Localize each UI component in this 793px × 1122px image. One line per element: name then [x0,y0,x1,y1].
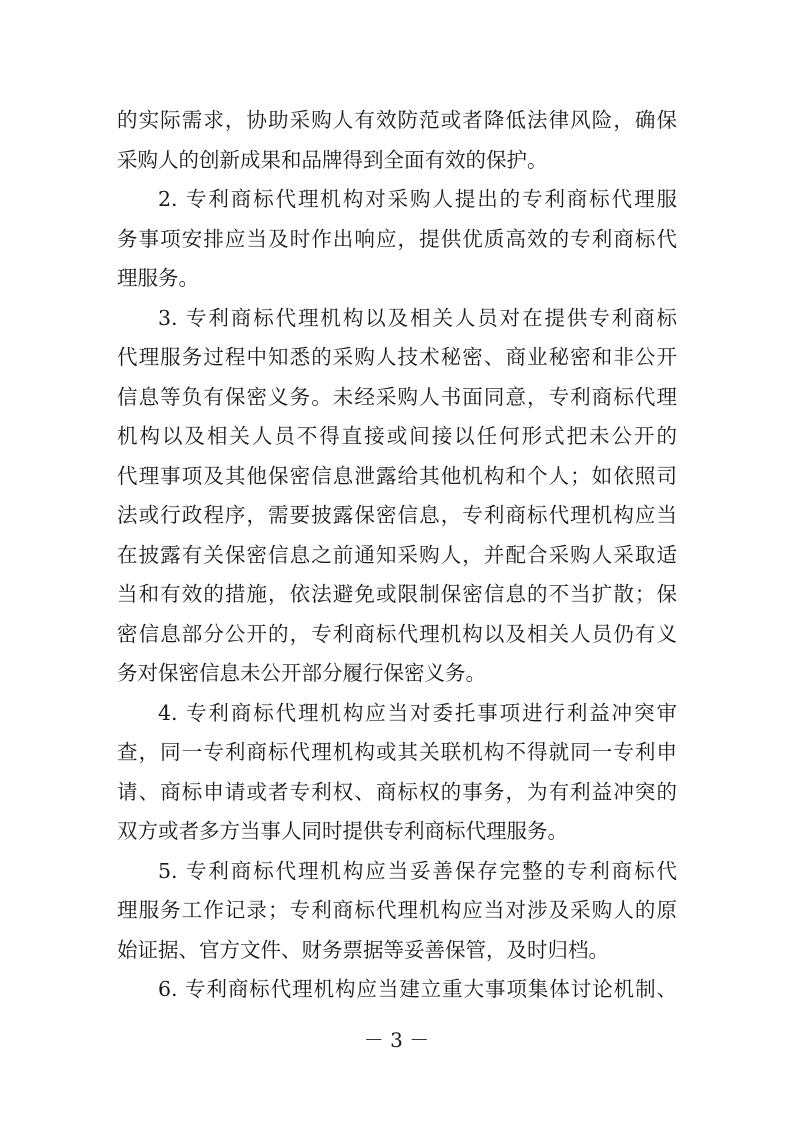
text-line: 请、商标申请或者专利权、商标权的事务，为有利益冲突的 [117,779,677,804]
text-line: 在披露有关保密信息之前通知采购人，并配合采购人采取适 [117,542,677,567]
text-line: 理服务。 [117,266,199,290]
text-line: 信息等负有保密义务。未经采购人书面同意，专利商标代理 [117,384,677,409]
text-line: 的实际需求，协助采购人有效防范或者降低法律风险，确保 [117,108,677,132]
page-number: － 3 － [363,1028,430,1052]
text-line: 2. 专利商标代理机构对采购人提出的专利商标代理服 [158,187,677,211]
paragraph-continuation [117,101,677,180]
text-line: 采购人的创新成果和品牌得到全面有效的保护。 [117,147,548,172]
text-line: 5. 专利商标代理机构应当妥善保存完整的专利商标代 [158,858,677,883]
text-line: 机构以及相关人员不得直接或间接以任何形式把未公开的 [117,424,677,448]
paragraph-item-6 [117,970,677,1010]
text-line: 4. 专利商标代理机构应当对委托事项进行利益冲突审 [158,700,677,725]
text-line: 双方或者多方当事人同时提供专利商标代理服务。 [117,819,568,843]
document-body [117,101,677,1010]
text-line: 代理事项及其他保密信息泄露给其他机构和个人；如依照司 [117,463,677,488]
text-line: 6. 专利商标代理机构应当建立重大事项集体讨论机制、 [158,977,677,1001]
text-line: 理服务工作记录；专利商标代理机构应当对涉及采购人的原 [117,898,677,922]
text-line: 务事项安排应当及时作出响应，提供优质高效的专利商标代 [117,226,677,251]
text-line: 查，同一专利商标代理机构或其关联机构不得就同一专利申 [117,740,677,764]
paragraph-item-2 [117,180,677,299]
text-line: 务对保密信息未公开部分履行保密义务。 [117,661,486,685]
text-line: 当和有效的措施，依法避免或限制保密信息的不当扩散；保 [117,582,677,606]
paragraph-item-3 [117,299,677,694]
paragraph-item-5 [117,852,677,971]
text-line: 代理服务过程中知悉的采购人技术秘密、商业秘密和非公开 [117,345,677,369]
text-line: 始证据、官方文件、财务票据等妥善保管，及时归档。 [117,937,609,962]
text-line: 法或行政程序，需要披露保密信息，专利商标代理机构应当 [117,503,677,527]
paragraph-item-4 [117,694,677,852]
text-line: 密信息部分公开的，专利商标代理机构以及相关人员仍有义 [117,621,677,646]
text-line: 3. 专利商标代理机构以及相关人员对在提供专利商标 [158,305,677,330]
